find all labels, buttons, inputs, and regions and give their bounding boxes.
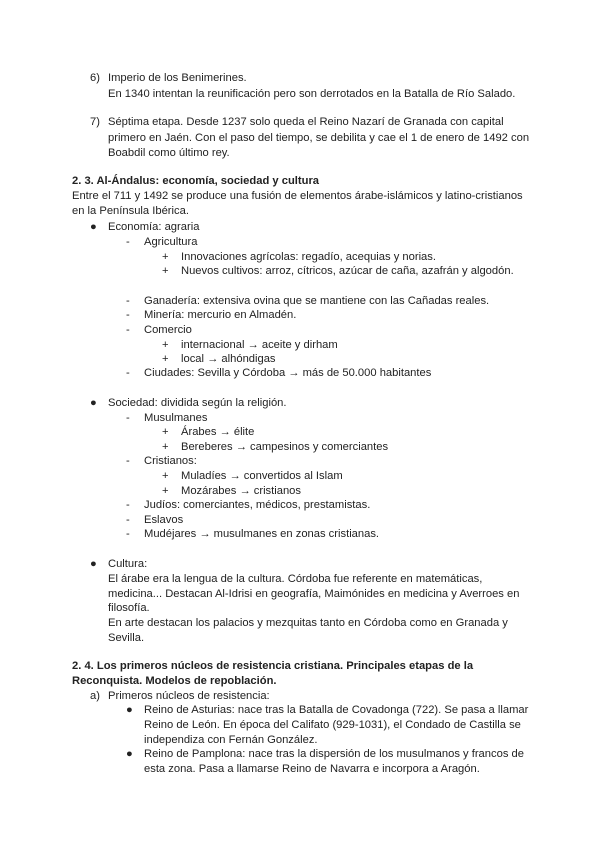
- bullet-dash: -: [126, 514, 130, 526]
- list-item: internacional → aceite y dirham: [181, 339, 338, 351]
- list-number: 7): [90, 116, 100, 128]
- paragraph-line: Sevilla.: [108, 632, 145, 644]
- bullet-dash: -: [126, 236, 130, 248]
- list-item: Muladíes → convertidos al Islam: [181, 470, 343, 482]
- stage-7-line: Séptima etapa. Desde 1237 solo queda el Reino Nazarí de Granada con capital: [108, 116, 504, 128]
- list-number: 6): [90, 72, 100, 84]
- culture-label: Cultura:: [108, 558, 148, 570]
- paragraph-line: Reino de Pamplona: nace tras la dispersión de los musulmanos y francos de: [144, 748, 524, 760]
- bullet-dash: -: [126, 455, 130, 467]
- paragraph-line: En arte destacan los palacios y mezquitas tanto en Córdoba como en Granada y: [108, 617, 508, 629]
- bullet-dash: -: [126, 324, 130, 336]
- paragraph-line: Reino de Asturias: nace tras la Batalla de Covadonga (722). Se pasa a llamar: [144, 704, 529, 716]
- list-item: Innovaciones agrícolas: regadío, acequias y norias.: [181, 251, 436, 263]
- list-item: Cristianos:: [144, 455, 197, 467]
- bullet-plus: +: [162, 470, 169, 482]
- bullet-dot: ●: [90, 221, 97, 233]
- list-item: Eslavos: [144, 514, 184, 526]
- list-item: Judíos: comerciantes, médicos, prestamistas.: [144, 499, 371, 511]
- bullet-dash: -: [126, 309, 130, 321]
- bullet-dot: ●: [126, 704, 133, 716]
- stage-7-line: Boabdil como último rey.: [108, 147, 230, 159]
- list-item: Comercio: [144, 324, 192, 336]
- bullet-dot: ●: [90, 397, 97, 409]
- stage-6-text: En 1340 intentan la reunificación pero son derrotados en la Batalla de Río Salado.: [108, 88, 516, 100]
- bullet-plus: +: [162, 251, 169, 263]
- bullet-plus: +: [162, 441, 169, 453]
- bullet-dot: ●: [126, 748, 133, 760]
- section-heading: 2. 4. Los primeros núcleos de resistencia cristiana. Principales etapas de la: [72, 660, 474, 672]
- stage-7-line: primero en Jaén. Con el paso del tiempo, se debilita y cae el 1 de enero de 1492 con: [108, 132, 530, 144]
- bullet-dash: -: [126, 412, 130, 424]
- paragraph-line: en la Península Ibérica.: [72, 205, 189, 217]
- bullet-plus: +: [162, 485, 169, 497]
- bullet-plus: +: [162, 265, 169, 277]
- list-item: Minería: mercurio en Almadén.: [144, 309, 297, 321]
- bullet-plus: +: [162, 339, 169, 351]
- list-item: Nuevos cultivos: arroz, cítricos, azúcar de caña, azafrán y algodón.: [181, 265, 514, 277]
- bullet-plus: +: [162, 426, 169, 438]
- bullet-plus: +: [162, 353, 169, 365]
- paragraph-line: filosofía.: [108, 602, 150, 614]
- list-item: Ganadería: extensiva ovina que se mantiene con las Cañadas reales.: [144, 295, 490, 307]
- list-item: Mozárabes → cristianos: [181, 485, 301, 497]
- list-item: Agricultura: [144, 236, 198, 248]
- paragraph-line: medicina... Destacan Al-Idrisi en geografía, Maimónides en medicina y Averroes en: [108, 588, 520, 600]
- paragraph-line: independiza con Fernán González.: [144, 734, 318, 746]
- stage-6-title: Imperio de los Benimerines.: [108, 72, 247, 84]
- list-item: Musulmanes: [144, 412, 208, 424]
- paragraph-line: Reino de León. En época del Califato (929-1031), el Condado de Castilla se: [144, 719, 521, 731]
- bullet-dash: -: [126, 367, 130, 379]
- paragraph-line: esta zona. Pasa a llamarse Reino de Navarra e incorpora a Aragón.: [144, 763, 480, 775]
- paragraph-line: El árabe era la lengua de la cultura. Córdoba fue referente en matemáticas,: [108, 573, 483, 585]
- list-item: local → alhóndigas: [181, 353, 276, 365]
- list-item: Árabes → élite: [181, 426, 255, 438]
- list-letter: a): [90, 690, 100, 702]
- society-label: Sociedad: dividida según la religión.: [108, 397, 287, 409]
- list-item: Mudéjares → musulmanes en zonas cristianas.: [144, 528, 380, 540]
- paragraph-line: Entre el 711 y 1492 se produce una fusión de elementos árabe-islámicos y latino-cristianos: [72, 190, 523, 202]
- list-item: Ciudades: Sevilla y Córdoba → más de 50.000 habitantes: [144, 367, 432, 379]
- bullet-dash: -: [126, 499, 130, 511]
- economy-label: Economía: agraria: [108, 221, 200, 233]
- section-heading: Reconquista. Modelos de repoblación.: [72, 675, 277, 687]
- bullet-dash: -: [126, 528, 130, 540]
- section-heading: 2. 3. Al-Ándalus: economía, sociedad y cultura: [72, 175, 320, 187]
- list-item: Bereberes → campesinos y comerciantes: [181, 441, 389, 453]
- list-item: Primeros núcleos de resistencia:: [108, 690, 270, 702]
- bullet-dot: ●: [90, 558, 97, 570]
- bullet-dash: -: [126, 295, 130, 307]
